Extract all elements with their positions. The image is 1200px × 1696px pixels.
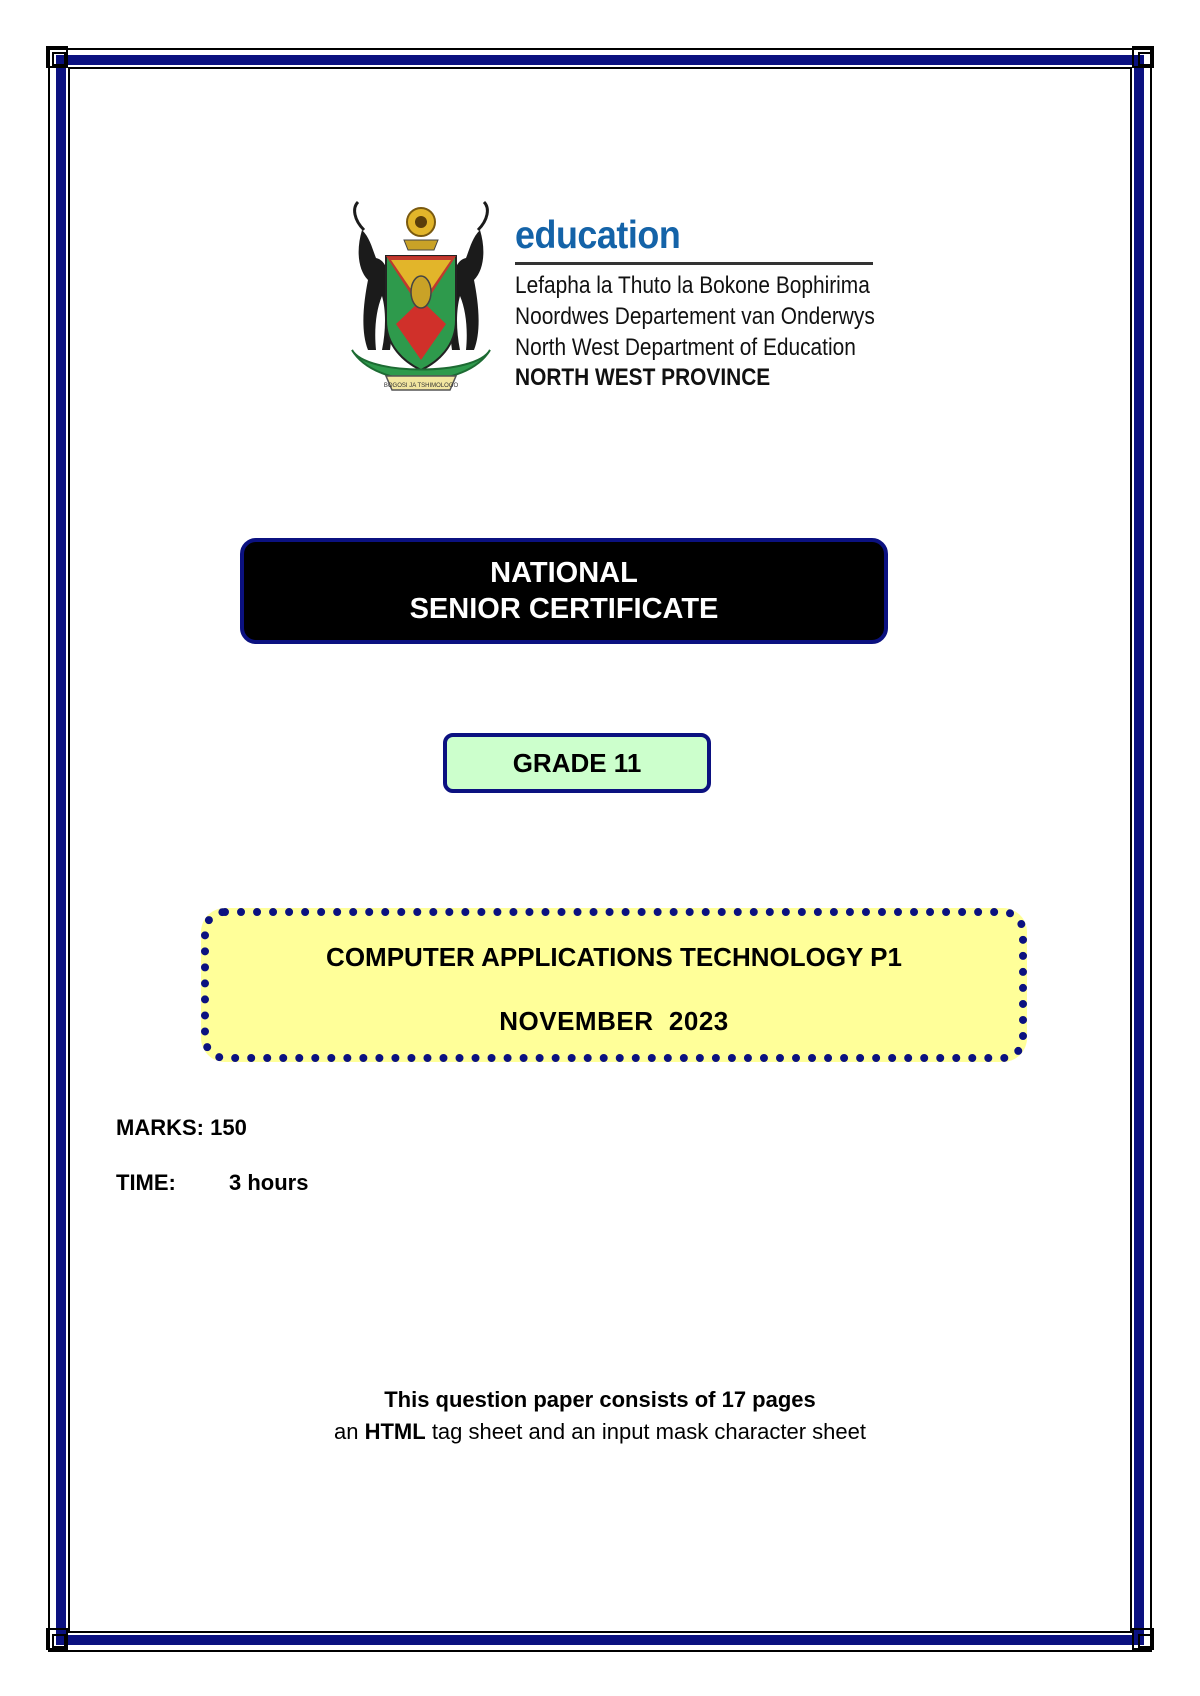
time-value: 3 hours bbox=[229, 1170, 309, 1195]
marks-value: 150 bbox=[210, 1115, 247, 1140]
department-name-english: North West Department of Education bbox=[515, 334, 856, 361]
grade-badge: GRADE 11 bbox=[443, 733, 711, 793]
subject-box bbox=[201, 908, 1027, 1062]
attachments-note-html: HTML bbox=[364, 1419, 426, 1444]
time-row bbox=[116, 1170, 309, 1196]
logo-divider bbox=[515, 262, 873, 265]
banner-line-national: NATIONAL bbox=[490, 557, 638, 589]
department-name-afrikaans: Noordwes Departement van Onderwys bbox=[515, 303, 875, 330]
attachments-note-prefix: an bbox=[334, 1419, 365, 1444]
crest-sun bbox=[404, 208, 438, 250]
department-name-setswana: Lefapha la Thuto la Bokone Bophirima bbox=[515, 272, 870, 299]
crest-shield bbox=[386, 256, 456, 370]
border-corner-bottom-left bbox=[46, 1628, 68, 1650]
attachments-note-suffix: tag sheet and an input mask character sheet bbox=[425, 1419, 866, 1444]
crest-motto: BOGOSI JA TSHIMOLOGO bbox=[383, 383, 459, 389]
province-name: NORTH WEST PROVINCE bbox=[515, 364, 771, 391]
banner-line-senior-certificate: SENIOR CERTIFICATE bbox=[409, 593, 719, 625]
marks-row bbox=[116, 1115, 247, 1141]
border-corner-top-left bbox=[46, 46, 68, 68]
border-corner-top-right bbox=[1132, 46, 1154, 68]
attachments-note bbox=[0, 1419, 1200, 1445]
marks-label: MARKS: bbox=[116, 1115, 204, 1140]
page-count-note: This question paper consists of 17 pages bbox=[384, 1387, 816, 1412]
coat-of-arms-logo bbox=[346, 200, 496, 406]
border-corner-bottom-right bbox=[1132, 1628, 1154, 1650]
time-label: TIME: bbox=[116, 1170, 176, 1195]
subject-title: COMPUTER APPLICATIONS TECHNOLOGY P1 bbox=[326, 942, 902, 972]
exam-date: NOVEMBER 2023 bbox=[499, 1006, 729, 1036]
certificate-banner bbox=[240, 538, 888, 644]
logo-title: education bbox=[515, 214, 681, 257]
